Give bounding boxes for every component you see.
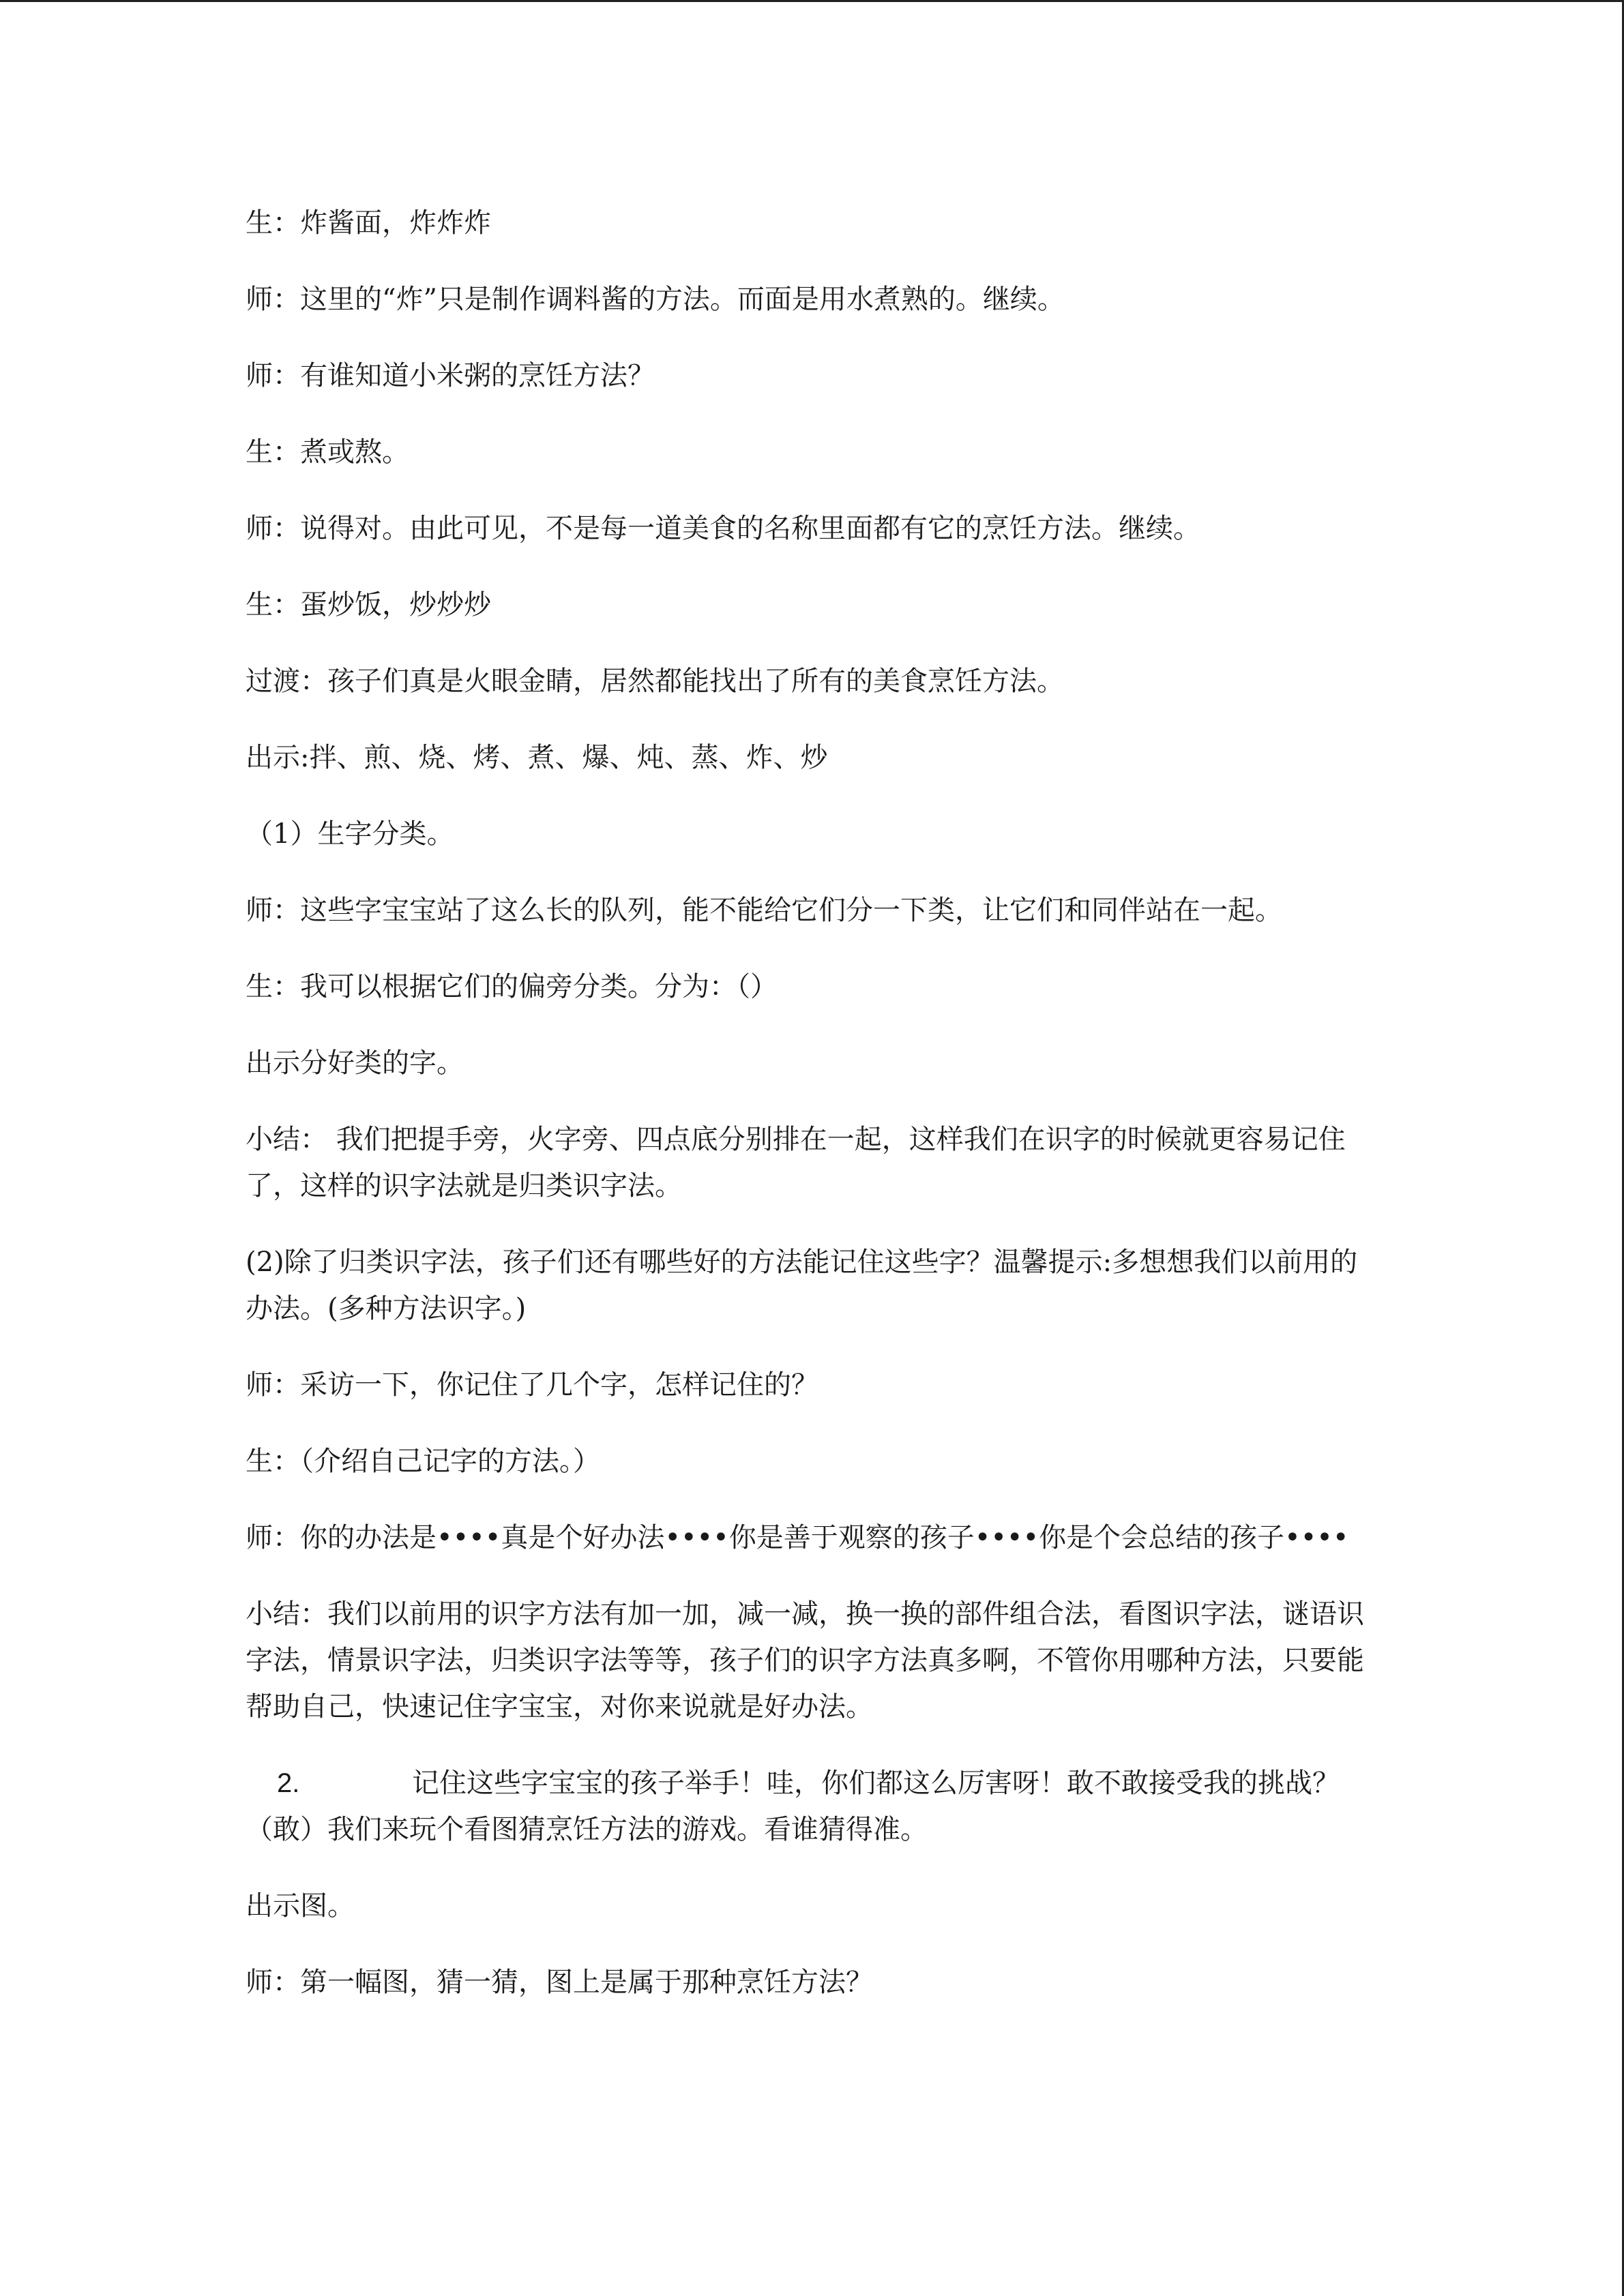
paragraph-10: 师：这些字宝宝站了这么长的队列，能不能给它们分一下类，让它们和同伴站在一起。 (246, 895, 1282, 926)
paragraph-15: 师：采访一下，你记住了几个字，怎样记住的？ (246, 1369, 818, 1401)
list-number: 2. (277, 1768, 300, 1798)
document-body (246, 200, 1378, 2036)
paragraph-18: 小结：我们以前用的识字方法有加一加，减一减，换一换的部件组合法，看图识字法，谜语识字法，情景识字法，归类识字法等等，孩子们的识字方法真多啊，不管你用哪种方法，只要能帮助自己，快速记住字宝宝，对你来说就是好办法。 (246, 1598, 1364, 1723)
paragraph-9: （1）生字分类。 (246, 818, 454, 850)
paragraph-1: 生：炸酱面，炸炸炸 (246, 207, 491, 239)
paragraph-14: (2)除了归类识字法，孩子们还有哪些好的方法能记住这些字？温馨提示:多想想我们以前用的办法。(多种方法识字。) (246, 1247, 1358, 1324)
paragraph-13: 小结： 我们把提手旁，火字旁、四点底分别排在一起，这样我们在识字的时候就更容易记住了，这样的识字法就是归类识字法。 (246, 1124, 1346, 1202)
closing-paragraph-2: 师：第一幅图，猜一猜，图上是属于那种烹饪方法？ (246, 1967, 873, 1998)
numbered-item (246, 1760, 1378, 1853)
paragraph-6: 生：蛋炒饭，炒炒炒 (246, 589, 491, 621)
paragraph-11: 生：我可以根据它们的偏旁分类。分为：（） (246, 971, 778, 1002)
paragraph-8: 出示:拌、煎、烧、烤、煮、爆、炖、蒸、炸、炒 (246, 742, 828, 773)
paragraph-16: 生：（介绍自己记字的方法。） (246, 1446, 600, 1477)
paragraph-5: 师：说得对。由此可见，不是每一道美食的名称里面都有它的烹饪方法。继续。 (246, 513, 1200, 544)
paragraph-2: 师：这里的“炸”只是制作调料酱的方法。而面是用水煮熟的。继续。 (246, 284, 1065, 315)
paragraph-4: 生：煮或熬。 (246, 436, 409, 468)
closing-paragraph-1: 出示图。 (246, 1890, 355, 1922)
paragraph-3: 师：有谁知道小米粥的烹饪方法？ (246, 360, 655, 391)
paragraph-7: 过渡：孩子们真是火眼金睛，居然都能找出了所有的美食烹饪方法。 (246, 666, 1064, 697)
numbered-item-text: 记住这些字宝宝的孩子举手！哇，你们都这么厉害呀！敢不敢接受我的挑战？（敢）我们来玩个看图猜烹饪方法的游戏。看谁猜得准。 (246, 1768, 1340, 1845)
paragraph-12: 出示分好类的字。 (246, 1047, 464, 1079)
paragraph-17: 师：你的办法是••••真是个好办法••••你是善于观察的孩子••••你是个会总结的孩子•••• (246, 1522, 1349, 1553)
